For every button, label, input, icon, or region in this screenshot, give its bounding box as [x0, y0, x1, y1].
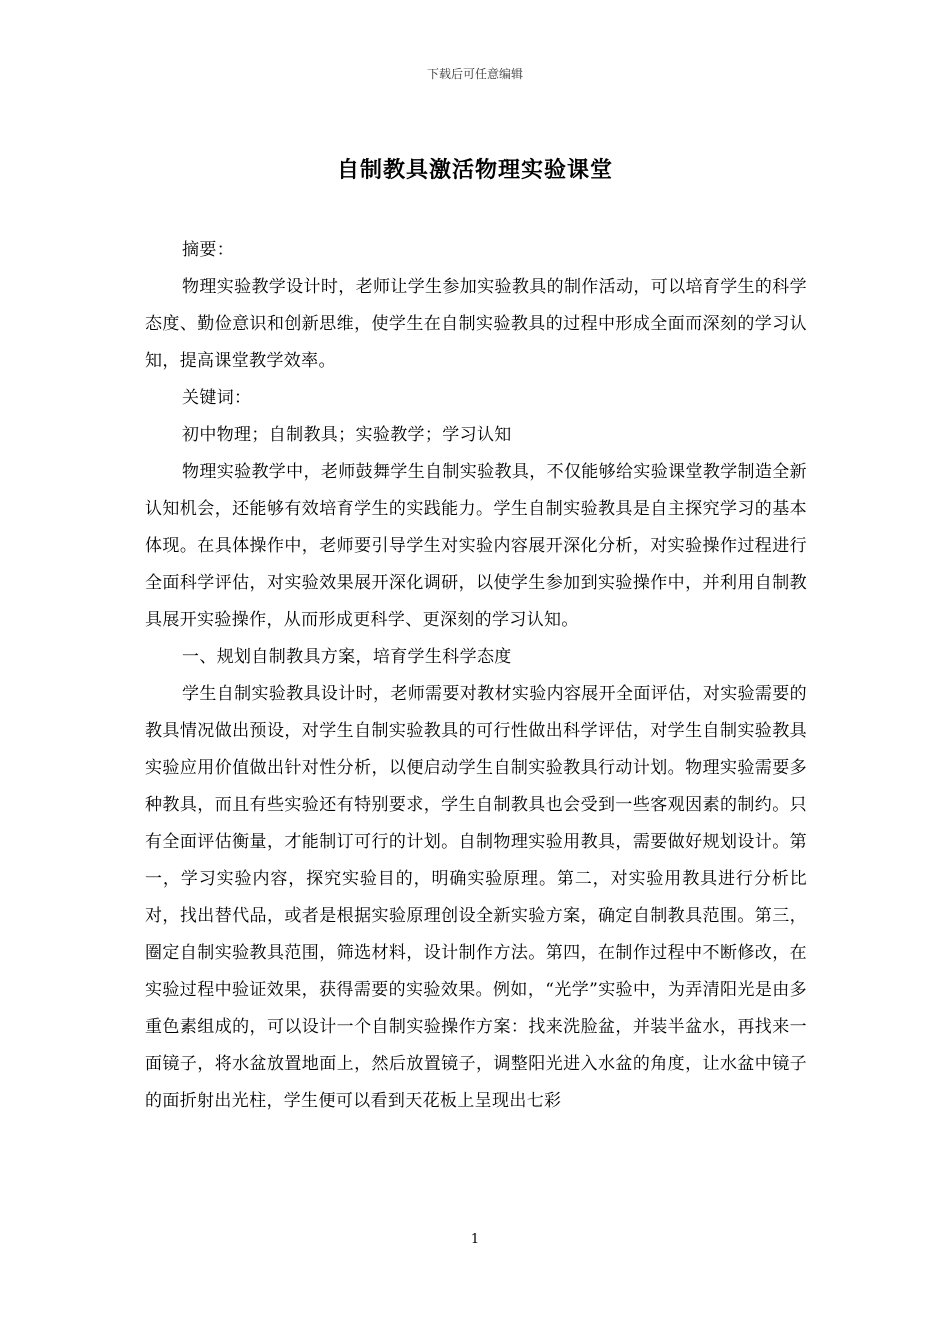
section-1-paragraph: 学生自制实验教具设计时，老师需要对教材实验内容展开全面评估，对实验需要的教具情况做出预设，对学生自制实验教具的可行性做出科学评估，对学生自制实验教具实验应用价值做出针对性分析，以便启动学生自制实验教具行动计划。物理实验需要多种教具，而且有些实验还有特别要求，学生自制教具也会受到一些客观因素的制约。只有全面评估衡量，才能制订可行的计划。自制物理实验用教具，需要做好规划设计。第一，学习实验内容，探究实验目的，明确实验原理。第二，对实验用教具进行分析比对，找出替代品，或者是根据实验原理创设全新实验方案，确定自制教具范围。第三，圈定自制实验教具范围，筛选材料，设计制作方法。第四，在制作过程中不断修改，在实验过程中验证效果，获得需要的实验效果。例如，“光学”实验中，为弄清阳光是由多重色素组成的，可以设计一个自制实验操作方案：找来洗脸盆，并装半盆水，再找来一面镜子，将水盆放置地面上，然后放置镜子，调整阳光进入水盆的角度，让水盆中镜子的面折射出光柱，学生便可以看到天花板上呈现出七彩	[145, 684, 807, 1111]
document-body	[145, 232, 807, 1120]
abstract-paragraph: 物理实验教学设计时，老师让学生参加实验教具的制作活动，可以培育学生的科学态度、勤俭意识和创新思维，使学生在自制实验教具的过程中形成全面而深刻的学习认知，提高课堂教学效率。	[145, 277, 807, 371]
keywords-list: 初中物理；自制教具；实验教学；学习认知	[182, 425, 512, 445]
intro-paragraph: 物理实验教学中，老师鼓舞学生自制实验教具，不仅能够给实验课堂教学制造全新认知机会，还能够有效培育学生的实践能力。学生自制实验教具是自主探究学习的基本体现。在具体操作中，老师要引导学生对实验内容展开深化分析，对实验操作过程进行全面科学评估，对实验效果展开深化调研，以使学生参加到实验操作中，并利用自制教具展开实验操作，从而形成更科学、更深刻的学习认知。	[145, 462, 807, 630]
document-title: 自制教具激活物理实验课堂	[336, 157, 613, 183]
section-heading-1: 一、规划自制教具方案，培育学生科学态度	[182, 647, 512, 667]
page-number: 1	[470, 1232, 480, 1247]
abstract-heading: 摘要：	[182, 240, 235, 260]
keywords-heading: 关键词：	[182, 388, 252, 408]
page-header: 下载后可任意编辑	[426, 67, 523, 81]
